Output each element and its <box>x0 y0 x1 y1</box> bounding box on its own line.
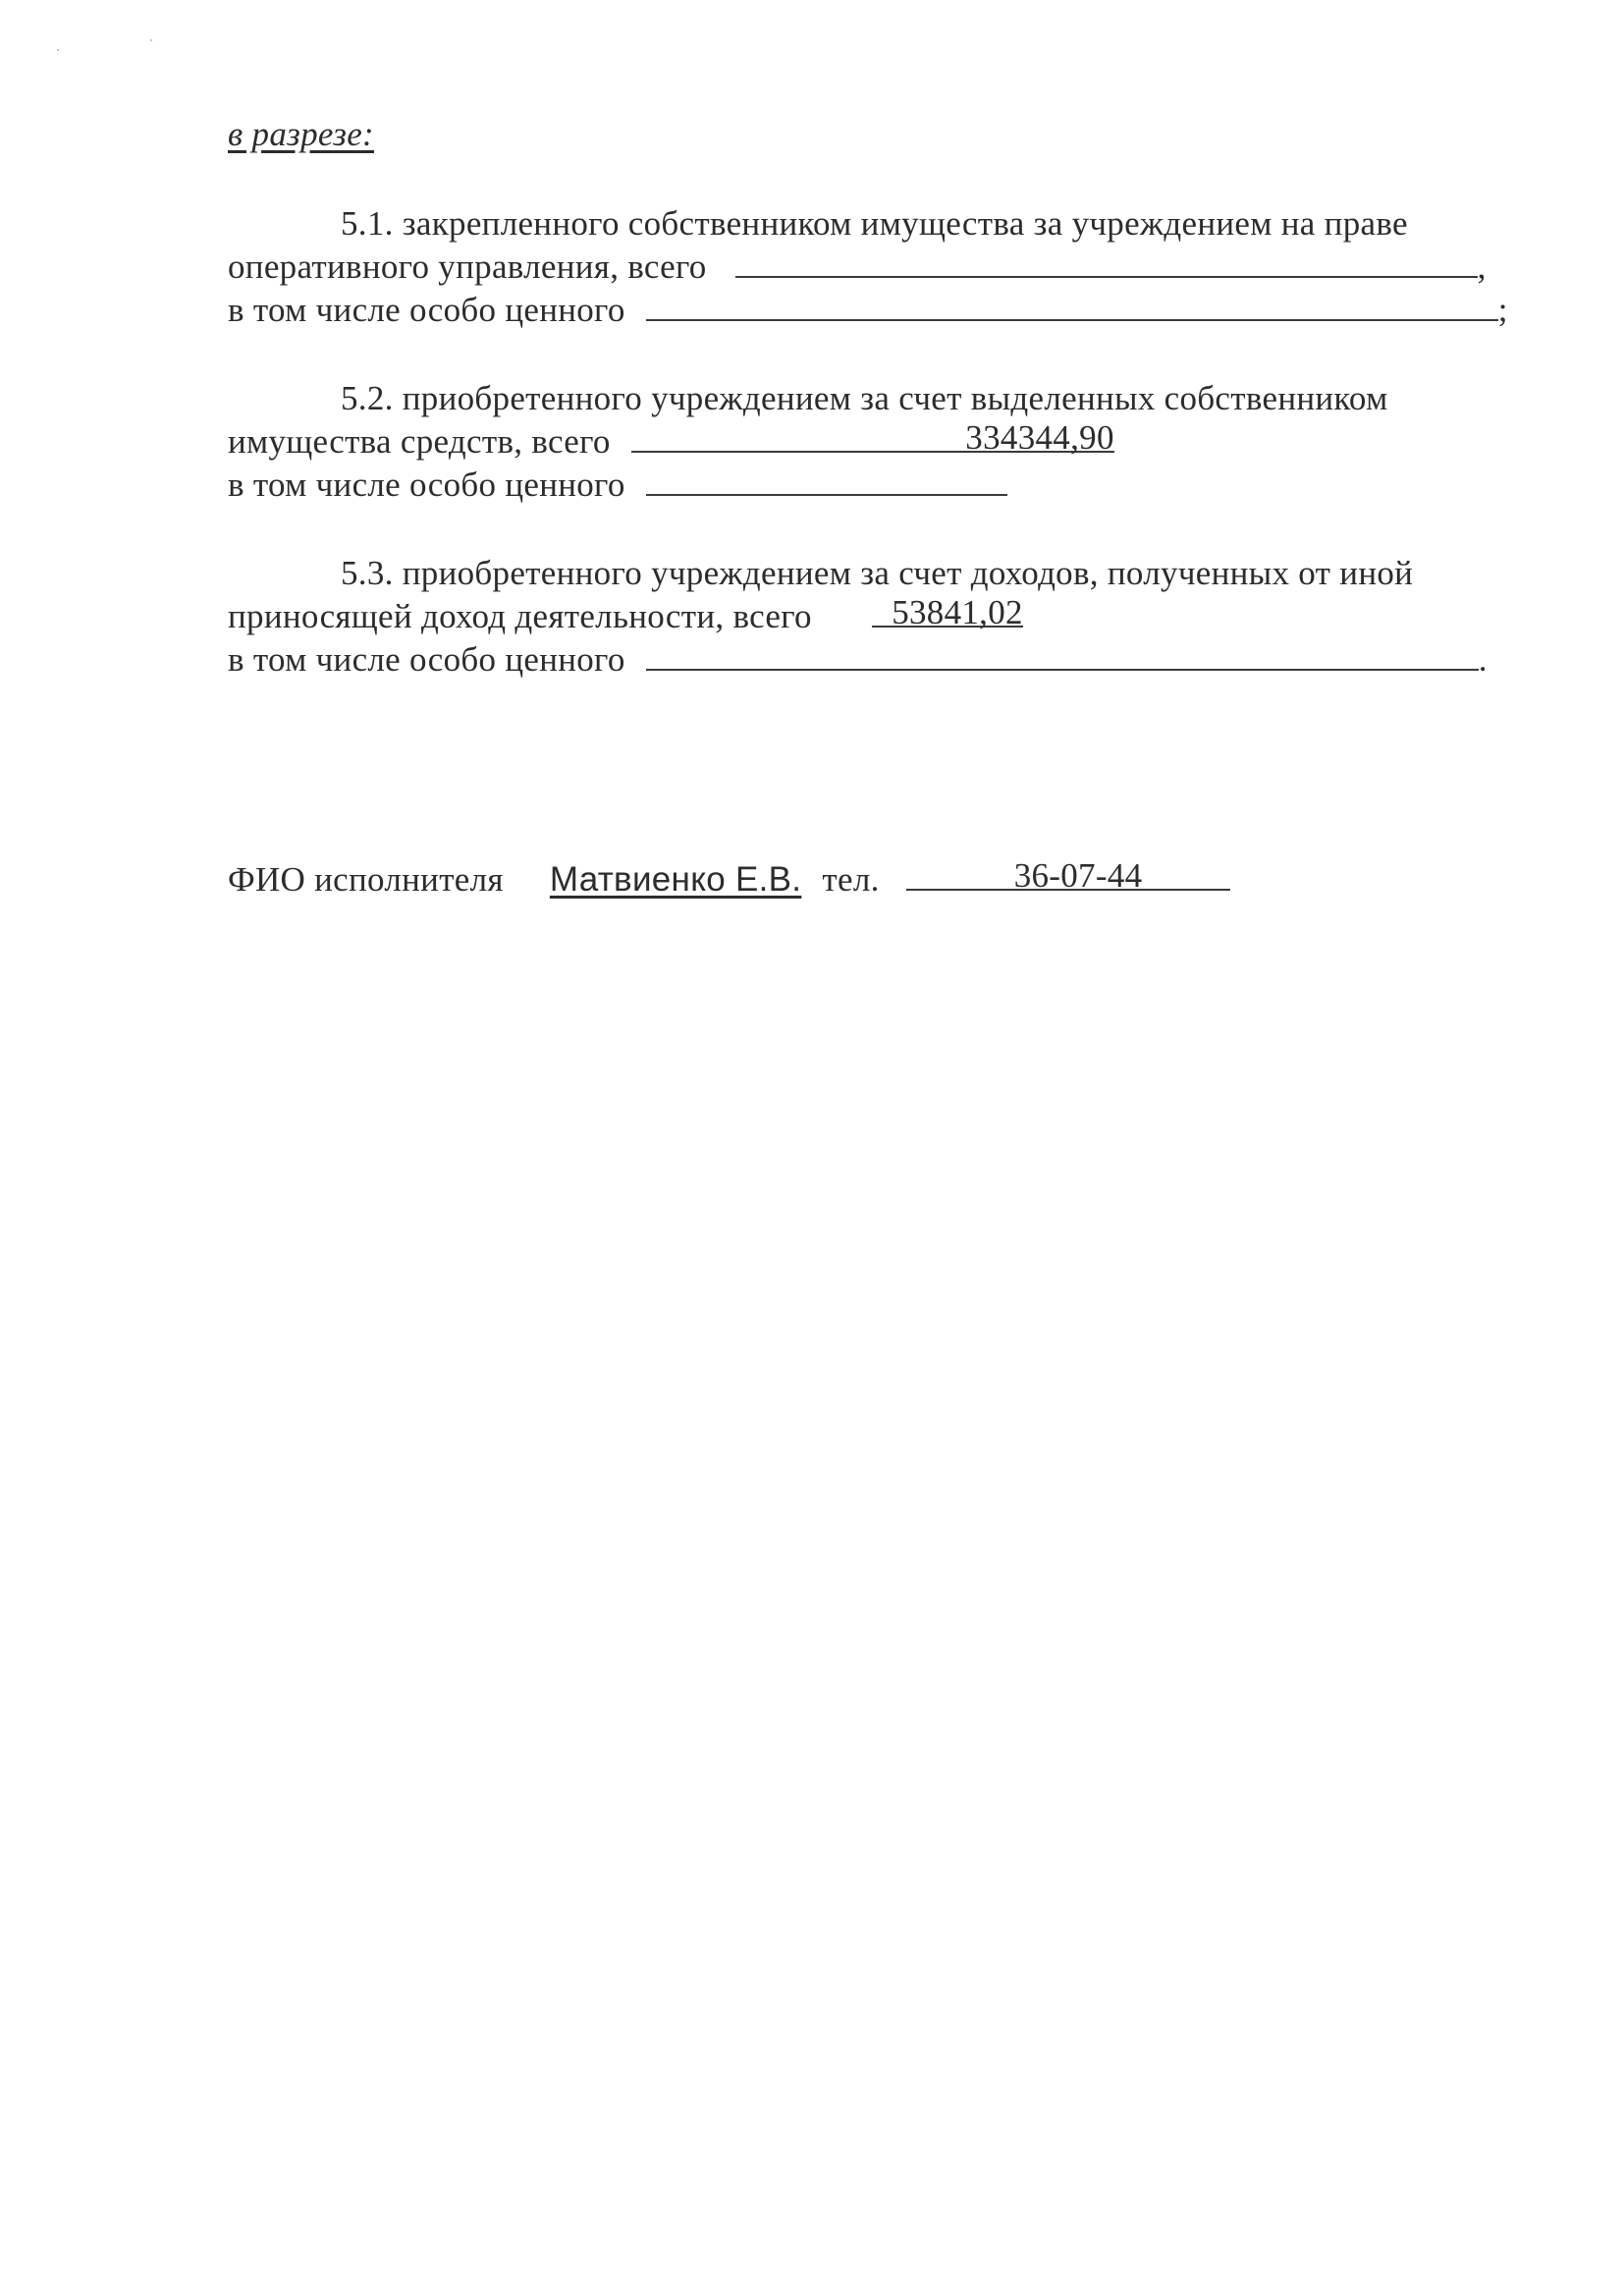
line-end-punct: , <box>1477 247 1487 286</box>
item-total-label: имущества средств, всего <box>228 422 611 461</box>
item-5-1-line1 <box>341 202 1408 246</box>
phone-field <box>906 856 1230 895</box>
item-text: приобретенного учреждением за счет выделенных собственником <box>402 379 1388 417</box>
item-5-2-line2 <box>228 420 1114 464</box>
scan-speck <box>57 49 59 51</box>
item-5-1-line2 <box>228 246 1487 289</box>
especially-label: в том числе особо ценного <box>228 465 625 504</box>
item-number: 5.3. <box>341 554 394 592</box>
executor-line <box>228 858 1230 902</box>
phone-value: 36-07-44 <box>1013 856 1143 895</box>
item-text: приобретенного учреждением за счет доходов, полученных от иной <box>402 554 1414 592</box>
item-5-2-total-field <box>631 418 1114 457</box>
line-end-punct: . <box>1478 640 1488 679</box>
item-5-3-especially-field <box>646 639 1479 671</box>
especially-label: в том числе особо ценного <box>228 291 625 329</box>
item-5-3-especially <box>228 638 1488 682</box>
item-5-1-total-field <box>735 246 1478 278</box>
item-text: закрепленного собственником имущества за учреждением на праве <box>402 204 1408 243</box>
item-5-3-line2 <box>228 595 1023 638</box>
section-header: в разрезе: <box>228 115 375 153</box>
line-end-punct: ; <box>1497 291 1508 329</box>
item-total-label: приносящей доход деятельности, всего <box>228 597 812 635</box>
especially-label: в том числе особо ценного <box>228 640 625 679</box>
item-5-1-especially-field <box>646 290 1498 321</box>
item-5-2-especially <box>228 464 1007 507</box>
executor-name: Матвиенко Е.В. <box>549 860 802 899</box>
phone-label: тел. <box>822 860 880 899</box>
item-number: 5.1. <box>341 204 394 243</box>
item-5-3-line1 <box>341 552 1413 595</box>
item-5-2-especially-field <box>646 464 1007 496</box>
item-number: 5.2. <box>341 379 394 417</box>
item-5-2-line1 <box>341 377 1388 420</box>
scan-speck <box>150 39 152 41</box>
item-5-3-total-field <box>872 593 1023 631</box>
item-total-value: 53841,02 <box>892 593 1023 631</box>
item-5-1-especially <box>228 289 1508 332</box>
item-total-value: 334344,90 <box>965 418 1114 457</box>
item-total-label: оперативного управления, всего <box>228 247 707 286</box>
executor-label: ФИО исполнителя <box>228 860 504 899</box>
